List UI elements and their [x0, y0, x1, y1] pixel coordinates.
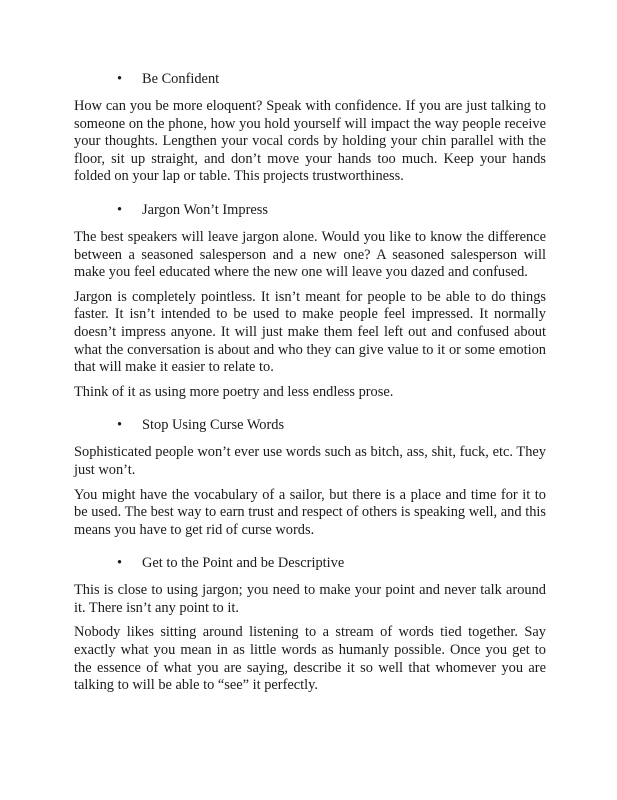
- paragraph: Think of it as using more poetry and less endless prose.: [74, 383, 394, 400]
- document-page: [74, 71, 546, 702]
- paragraph: How can you be more eloquent? Speak with confidence. If you are just talking to someone on the phone, how you hold yourself will impact the way people receive your thoughts. Lengthen your vocal cords by holding your chin parallel with the floor, sit up straight, and don’t move your hands too much. Keep your hands folded on your lap or table. This projects trustworthiness.: [74, 98, 546, 185]
- heading-text: Stop Using Curse Words: [142, 417, 285, 434]
- heading-text: Get to the Point and be Descriptive: [142, 555, 345, 572]
- paragraph: The best speakers will leave jargon alone. Would you like to know the difference between a seasoned salesperson and a new one? A seasoned salesperson will make you feel educated where the new one will leave you dazed and confused.: [74, 228, 546, 281]
- bullet-icon: •: [117, 555, 123, 572]
- section-heading: [74, 71, 546, 89]
- heading-text: Jargon Won’t Impress: [142, 201, 268, 218]
- paragraph: You might have the vocabulary of a sailor, but there is a place and time for it to be used. The best way to earn trust and respect of others is speaking well, and this means you have to get rid of curse words.: [74, 486, 546, 538]
- section-heading: [74, 555, 546, 573]
- heading-text: Be Confident: [142, 71, 220, 87]
- paragraph: Jargon is completely pointless. It isn’t meant for people to be able to do things faster. It isn’t intended to be used to make people feel impressed. It normally doesn’t impress anyone. It will just make them feel left out and confused about what the conversation is about and who they can give value to it or some emotion that will make it easier to relate to.: [74, 288, 546, 376]
- bullet-icon: •: [117, 417, 123, 434]
- bullet-icon: •: [117, 71, 123, 87]
- paragraph: Nobody likes sitting around listening to a stream of words tied together. Say exactly what you mean in as little words as humanly possible. Once you get to the essence of what you are saying, describe it so well that whomever you are talking to will be able to “see” it perfectly.: [74, 624, 546, 694]
- paragraph: This is close to using jargon; you need to make your point and never talk around it. There isn’t any point to it.: [74, 582, 546, 616]
- bullet-icon: •: [117, 201, 123, 218]
- section-heading: [74, 417, 546, 435]
- section-heading: [74, 202, 546, 220]
- paragraph: Sophisticated people won’t ever use words such as bitch, ass, shit, fuck, etc. They just won’t.: [74, 444, 546, 478]
